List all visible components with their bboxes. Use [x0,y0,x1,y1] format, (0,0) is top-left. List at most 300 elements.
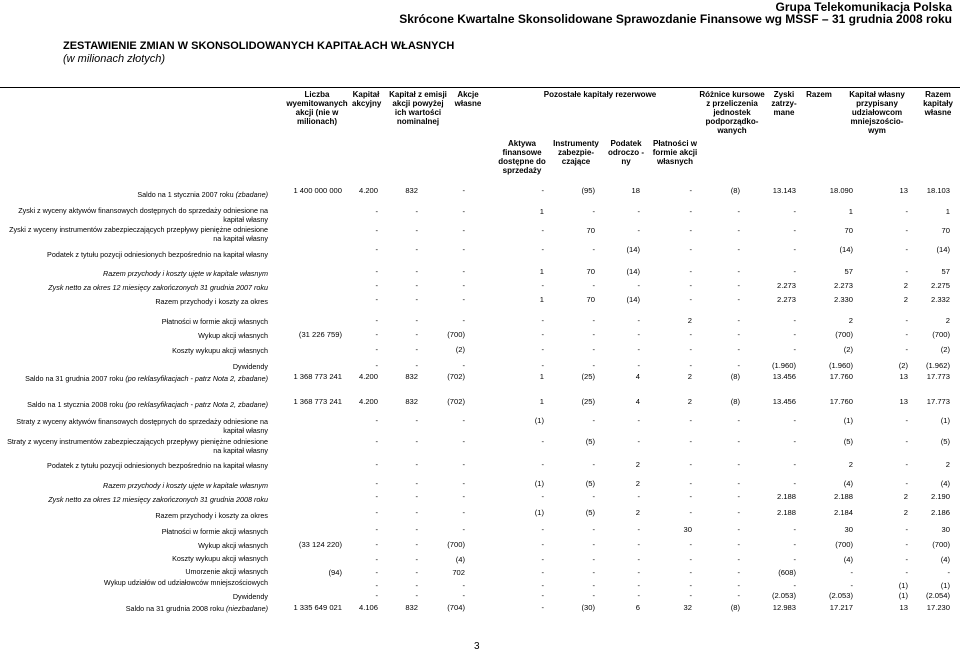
table-cell: - [905,568,908,577]
table-cell: 702 [452,568,465,577]
table-cell: - [689,460,692,469]
table-cell: (2) [940,345,950,354]
column-header: Różnice kursowe z przeliczenia jednostek podporządko- wanych [699,90,765,135]
table-cell: - [850,568,853,577]
table-cell: - [689,591,692,600]
table-cell: 70 [586,226,595,235]
table-cell: - [793,525,796,534]
table-cell: - [592,460,595,469]
table-cell: 30 [941,525,950,534]
table-cell: - [737,330,740,339]
table-cell: 18 [631,186,640,195]
column-header: Instrumenty zabezpie- czające [553,139,599,166]
table-cell: (8) [730,372,740,381]
column-header: Kapitał własny przypisany udziałowcom mniejszościo- wym [849,90,905,135]
page-number: 3 [474,641,480,652]
table-cell: - [541,281,544,290]
table-cell: - [689,540,692,549]
table-cell: - [905,316,908,325]
table-cell: - [905,330,908,339]
table-cell: - [793,226,796,235]
table-cell: - [415,568,418,577]
table-cell: - [905,345,908,354]
table-cell: 4.200 [358,186,378,195]
table-cell: 1 335 649 021 [293,603,342,612]
table-cell: (4) [455,555,465,564]
table-cell: - [737,555,740,564]
table-cell: - [793,345,796,354]
table-cell: - [737,345,740,354]
table-cell: - [689,295,692,304]
table-cell: - [737,226,740,235]
table-cell: - [375,207,378,216]
table-cell: - [375,281,378,290]
table-cell: 2 [903,295,908,304]
table-cell: (2.053) [771,591,796,600]
table-cell: (5) [585,437,595,446]
table-cell: (702) [447,397,465,406]
table-cell: - [415,316,418,325]
table-cell: - [793,555,796,564]
table-cell: - [637,568,640,577]
row-label: Razem przychody i koszty ujęte w kapitale własnym [103,269,268,278]
table-cell: (700) [447,540,465,549]
column-header: Podatek odroczo -ny [608,139,644,166]
table-cell: - [737,540,740,549]
table-cell: - [905,460,908,469]
column-header: Razem [806,90,832,99]
table-cell: 1 [539,267,544,276]
table-cell: - [415,416,418,425]
table-cell: 17.760 [829,397,853,406]
table-cell: - [637,226,640,235]
table-cell: (25) [581,372,595,381]
table-cell: - [541,361,544,370]
column-header: Akcje własne [454,90,482,108]
table-cell: - [415,281,418,290]
table-cell: - [637,345,640,354]
row-label: Zysk netto za okres 12 miesięcy zakończonych 31 grudnia 2008 roku [48,495,268,504]
table-cell: 13 [899,186,908,195]
table-cell: - [689,492,692,501]
table-cell: - [375,416,378,425]
row-label: Saldo na 31 grudnia 2008 roku (niezbadane) [125,604,268,613]
table-cell: - [462,281,465,290]
table-cell: - [592,492,595,501]
table-cell: - [375,245,378,254]
table-cell: (14) [626,267,640,276]
table-cell: - [793,207,796,216]
table-cell: - [375,568,378,577]
table-cell: - [737,281,740,290]
table-cell: - [637,581,640,590]
table-cell: - [415,479,418,488]
table-cell: (8) [730,397,740,406]
table-cell: 2 [635,460,640,469]
table-cell: 13 [899,603,908,612]
table-cell: (33 124 220) [298,540,342,549]
table-cell: (14) [626,245,640,254]
table-cell: 2.273 [833,281,853,290]
table-cell: 2.186 [930,508,950,517]
table-cell: - [737,361,740,370]
table-cell: - [415,437,418,446]
row-label: Saldo na 1 stycznia 2008 roku (po reklasyfikacjach - patrz Nota 2, zbadane) [27,400,268,409]
table-cell: - [592,281,595,290]
table-cell: - [793,460,796,469]
table-cell: - [541,492,544,501]
table-cell: (702) [447,372,465,381]
row-label: Podatek z tytułu pozycji odniesionych bezpośrednio na kapitał własny [47,461,268,470]
row-label: Zyski z wyceny aktywów finansowych dostępnych do sprzedaży odniesione na kapitał własny [18,206,268,224]
table-cell: 2 [848,316,853,325]
table-cell: - [689,330,692,339]
table-cell: 1 368 773 241 [293,372,342,381]
table-cell: 17.773 [926,372,950,381]
table-cell: - [737,316,740,325]
table-cell: 32 [683,603,692,612]
table-cell: - [462,267,465,276]
table-cell: (1.960) [771,361,796,370]
table-cell: - [737,437,740,446]
table-cell: 2.188 [776,492,796,501]
row-label: Umorzenie akcji własnych [185,567,268,576]
row-label: Koszty wykupu akcji własnych [172,554,268,563]
table-cell: - [905,245,908,254]
table-cell: (2) [843,345,853,354]
table-cell: (1.960) [828,361,853,370]
table-cell: - [592,540,595,549]
column-header: Razem kapitały własne [923,90,953,117]
table-cell: - [462,245,465,254]
table-cell: - [541,555,544,564]
table-cell: - [737,492,740,501]
table-cell: 57 [844,267,853,276]
table-cell: - [592,345,595,354]
table-cell: - [689,361,692,370]
table-cell: - [947,568,950,577]
table-cell: (4) [940,555,950,564]
table-cell: 2.273 [776,295,796,304]
table-cell: (1) [898,591,908,600]
row-label: Wykup akcji własnych [198,331,268,340]
table-cell: - [415,295,418,304]
table-cell: - [737,479,740,488]
table-cell: - [415,345,418,354]
table-cell: 2 [687,316,692,325]
table-cell: 4 [635,372,640,381]
table-cell: (1) [843,416,853,425]
table-cell: - [462,591,465,600]
table-cell: 832 [405,397,418,406]
table-cell: - [415,460,418,469]
table-cell: - [592,525,595,534]
table-cell: - [375,479,378,488]
table-cell: - [637,316,640,325]
table-cell: - [737,207,740,216]
table-cell: - [462,460,465,469]
table-cell: (14) [936,245,950,254]
table-cell: - [462,361,465,370]
table-cell: - [592,361,595,370]
table-cell: (2.054) [925,591,950,600]
table-cell: (608) [778,568,796,577]
row-label: Dywidendy [232,362,268,371]
table-cell: 70 [941,226,950,235]
table-cell: (1) [940,416,950,425]
table-cell: - [793,245,796,254]
table-cell: - [689,267,692,276]
table-cell: - [541,345,544,354]
table-cell: - [592,330,595,339]
table-cell: - [637,525,640,534]
table-cell: (1) [534,416,544,425]
table-cell: - [541,437,544,446]
table-cell: - [592,581,595,590]
table-cell: - [905,267,908,276]
table-cell: 18.090 [829,186,853,195]
table-cell: - [689,281,692,290]
table-cell: - [637,207,640,216]
table-cell: 2 [635,508,640,517]
table-cell: 1 [539,207,544,216]
table-cell: 30 [683,525,692,534]
table-cell: - [637,361,640,370]
table-cell: (2.053) [828,591,853,600]
table-cell: - [737,295,740,304]
table-cell: - [415,555,418,564]
table-cell: 17.230 [926,603,950,612]
table-cell: 2.273 [776,281,796,290]
table-cell: - [375,267,378,276]
table-cell: (1) [534,479,544,488]
table-cell: (700) [932,330,950,339]
table-cell: 70 [844,226,853,235]
table-cell: 70 [586,295,595,304]
statement-units: (w milionach złotych) [63,53,166,65]
table-cell: (30) [581,603,595,612]
table-cell: 6 [635,603,640,612]
table-cell: - [541,568,544,577]
table-cell: 2 [945,316,950,325]
table-cell: - [462,416,465,425]
table-cell: 17.217 [829,603,853,612]
table-cell: - [541,226,544,235]
table-cell: - [737,525,740,534]
table-cell: - [462,186,465,195]
table-cell: - [375,492,378,501]
table-cell: (4) [843,479,853,488]
table-cell: 4.200 [358,397,378,406]
table-cell: - [541,245,544,254]
row-label: Straty z wyceny instrumentów zabezpieczających przepływy pieniężne odniesione na kapitał własny [7,437,268,455]
table-cell: - [905,437,908,446]
table-cell: - [905,226,908,235]
table-cell: 2.330 [833,295,853,304]
table-cell: 2 [903,281,908,290]
table-cell: - [793,416,796,425]
table-cell: 2.275 [930,281,950,290]
table-cell: - [375,295,378,304]
table-cell: - [375,437,378,446]
table-cell: - [541,186,544,195]
table-cell: - [415,267,418,276]
table-cell: - [375,591,378,600]
table-cell: - [375,540,378,549]
table-cell: 2.184 [833,508,853,517]
column-header: Kapitał akcyjny [352,90,382,108]
table-cell: (31 226 759) [298,330,342,339]
table-cell: - [737,568,740,577]
table-cell: (8) [730,603,740,612]
row-label: Płatności w formie akcji własnych [161,527,268,536]
table-cell: - [592,207,595,216]
table-cell: 13.456 [772,397,796,406]
table-cell: - [793,479,796,488]
table-cell: - [905,207,908,216]
table-cell: 1 [539,372,544,381]
table-cell: - [905,555,908,564]
table-cell: - [541,540,544,549]
table-cell: (1.962) [925,361,950,370]
table-cell: 13.143 [772,186,796,195]
table-cell: - [375,508,378,517]
table-cell: - [415,245,418,254]
table-cell: 2 [903,508,908,517]
table-cell: - [689,568,692,577]
row-label: Płatności w formie akcji własnych [161,317,268,326]
row-label: Razem przychody i koszty za okres [155,297,268,306]
table-cell: - [375,316,378,325]
table-cell: 1 [539,295,544,304]
table-cell: - [905,479,908,488]
table-cell: 1 400 000 000 [293,186,342,195]
table-cell: - [637,281,640,290]
table-cell: 17.773 [926,397,950,406]
table-cell: (5) [843,437,853,446]
row-label: Zysk netto za okres 12 miesięcy zakończonych 31 grudnia 2007 roku [48,283,268,292]
table-cell: - [415,591,418,600]
table-cell: - [415,330,418,339]
table-cell: 12.983 [772,603,796,612]
table-cell: - [689,207,692,216]
table-cell: (2) [898,361,908,370]
row-label: Koszty wykupu akcji własnych [172,346,268,355]
table-cell: - [375,226,378,235]
table-cell: - [462,581,465,590]
table-cell: 832 [405,603,418,612]
row-label: Dywidendy [232,592,268,601]
table-cell: - [462,479,465,488]
table-cell: - [415,207,418,216]
row-label: Razem przychody i koszty ujęte w kapitale własnym [103,481,268,490]
table-cell: - [541,525,544,534]
table-cell: - [793,267,796,276]
table-cell: - [689,186,692,195]
table-cell: - [637,330,640,339]
table-cell: - [850,581,853,590]
table-cell: 2.188 [776,508,796,517]
table-cell: 2 [903,492,908,501]
row-label: Podatek z tytułu pozycji odniesionych bezpośrednio na kapitał własny [47,250,268,259]
table-cell: - [689,581,692,590]
table-cell: 4.106 [358,603,378,612]
table-cell: 30 [844,525,853,534]
table-cell: - [637,540,640,549]
table-cell: 57 [941,267,950,276]
row-label: Razem przychody i koszty za okres [155,511,268,520]
table-cell: - [541,330,544,339]
table-cell: - [637,437,640,446]
table-cell: - [737,245,740,254]
table-cell: - [462,316,465,325]
table-cell: - [905,416,908,425]
table-cell: 2.188 [833,492,853,501]
table-cell: - [592,416,595,425]
table-cell: - [462,437,465,446]
table-cell: - [462,525,465,534]
table-cell: 2.332 [930,295,950,304]
company-name: Grupa Telekomunikacja Polska [775,0,952,14]
table-cell: (1) [940,581,950,590]
column-header: Kapitał z emisji akcji powyżej ich wartości nominalnej [389,90,447,126]
table-cell: - [793,437,796,446]
table-cell: - [737,581,740,590]
table-cell: 832 [405,372,418,381]
table-cell: - [592,555,595,564]
table-cell: - [375,460,378,469]
table-cell: - [793,540,796,549]
table-cell: - [462,508,465,517]
table-cell: (14) [839,245,853,254]
table-cell: (5) [585,479,595,488]
table-cell: - [793,330,796,339]
table-cell: - [793,316,796,325]
table-cell: - [462,226,465,235]
table-cell: - [375,361,378,370]
table-cell: - [689,555,692,564]
table-cell: (5) [940,437,950,446]
table-cell: 13 [899,372,908,381]
table-cell: (4) [843,555,853,564]
table-cell: 4 [635,397,640,406]
table-cell: - [415,525,418,534]
table-cell: - [689,479,692,488]
table-cell: - [737,460,740,469]
table-cell: (5) [585,508,595,517]
table-cell: 4.200 [358,372,378,381]
table-cell: - [737,267,740,276]
row-label: Zyski z wyceny instrumentów zabezpieczających przepływy pieniężne odniesione na kapitał własny [9,225,268,243]
column-header: Płatności w formie akcji własnych [652,139,698,166]
table-cell: (1) [534,508,544,517]
column-header: Liczba wyemitowanych akcji (nie w milionach) [286,90,348,126]
table-cell: (704) [447,603,465,612]
table-cell: - [689,345,692,354]
table-cell: 1 [539,397,544,406]
table-cell: 2 [848,460,853,469]
table-cell: - [415,361,418,370]
row-label: Wykup akcji własnych [198,541,268,550]
table-cell: - [737,416,740,425]
table-cell: 1 368 773 241 [293,397,342,406]
table-cell: 2.190 [930,492,950,501]
table-cell: - [541,591,544,600]
table-cell: - [737,508,740,517]
table-cell: 1 [945,207,950,216]
table-cell: - [592,568,595,577]
table-cell: (25) [581,397,595,406]
